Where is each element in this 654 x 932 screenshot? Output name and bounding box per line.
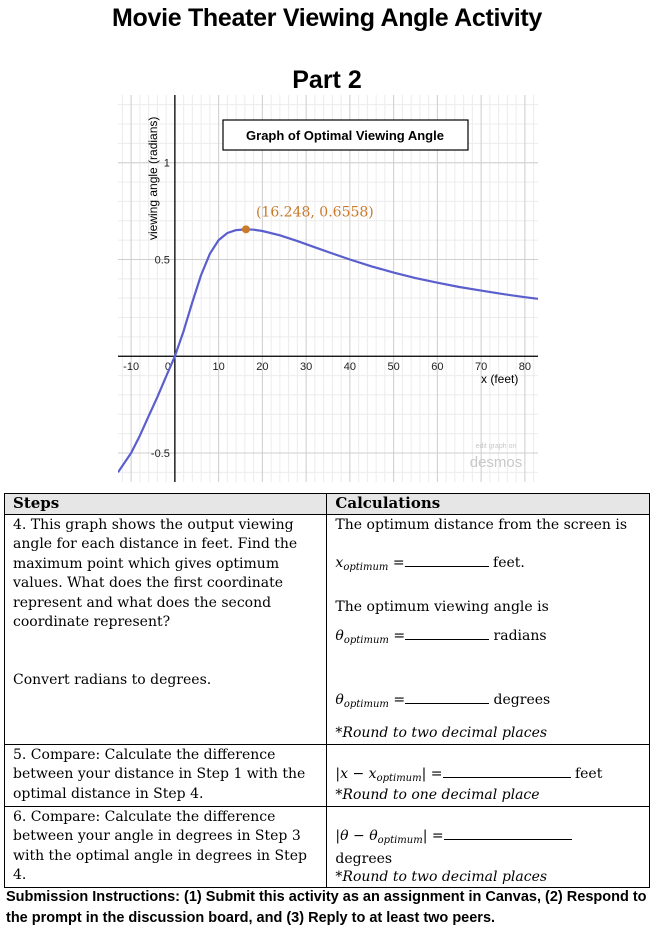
equals-sign: = — [392, 555, 405, 571]
x-tick-label: 70 — [475, 361, 488, 374]
equals-sign: = — [393, 691, 406, 708]
chart-title: Graph of Optimal Viewing Angle — [246, 128, 444, 143]
optimum-subscript: optimum — [343, 562, 389, 573]
x-optimum-line — [335, 554, 641, 578]
submission-instructions: Submission Instructions: (1) Submit this activity as an assignment in Canvas, (2) Respond to the prompt in the discussion board, and (3) Reply to at least two peers. — [6, 889, 647, 926]
desmos-watermark: desmos — [469, 454, 523, 471]
x-tick-label: 40 — [343, 361, 356, 374]
round-note-two-places: *Round to two decimal places — [335, 725, 548, 741]
step-4-cell — [5, 514, 327, 744]
round-note-one-place: *Round to one decimal place — [335, 787, 540, 803]
theta-variable: θ — [335, 691, 344, 708]
theta-optimum-degrees-line — [335, 691, 641, 715]
equals-sign: | = — [422, 827, 444, 844]
feet-unit: feet. — [493, 555, 525, 571]
x-optimum-blank[interactable] — [405, 555, 489, 567]
angle-difference-expression: |θ − θ — [335, 827, 378, 844]
angle-difference-line — [335, 827, 641, 851]
desmos-watermark-top: edit graph on — [475, 443, 517, 450]
x-tick-label: 60 — [431, 361, 444, 374]
x-tick-label: 20 — [256, 361, 269, 374]
x-tick-label: 30 — [300, 361, 313, 374]
optimum-subscript: optimum — [343, 698, 389, 710]
optimum-angle-intro: The optimum viewing angle is — [335, 598, 549, 615]
equals-sign: = — [393, 628, 406, 644]
optimum-distance-intro: The optimum distance from the screen is — [335, 516, 628, 533]
table-row — [5, 806, 650, 888]
x-tick-label: 50 — [387, 361, 400, 374]
angle-difference-blank[interactable] — [444, 828, 572, 840]
step-6-calculations — [327, 806, 650, 888]
x-tick-label: -10 — [123, 361, 140, 374]
viewing-angle-graph — [118, 95, 538, 482]
x-variable: x — [335, 555, 344, 571]
page-title: Movie Theater Viewing Angle Activity — [111, 4, 543, 32]
optimum-subscript: optimum — [377, 834, 423, 846]
step-4-text: 4. This graph shows the output viewing angle for each distance in feet. Find the maximum point which gives optimum values. What does the first coordinate represent and what does the second coordinate represent? — [13, 516, 298, 630]
optimum-subscript: optimum — [376, 772, 422, 784]
y-tick-label: 0.5 — [154, 254, 170, 267]
maximum-point — [242, 225, 250, 233]
step-6-cell: 6. Compare: Calculate the difference between your angle in degrees in Step 3 with the optimal angle in degrees in Step 4. — [5, 806, 327, 888]
x-tick-label: 10 — [212, 361, 225, 374]
optimum-subscript: optimum — [343, 635, 389, 646]
header-steps: Steps — [5, 494, 327, 515]
theta-variable: θ — [335, 628, 344, 644]
header-calculations: Calculations — [327, 494, 650, 515]
maximum-point-label: (16.248, 0.6558) — [255, 204, 374, 221]
steps-table — [4, 493, 650, 888]
x-tick-label: 80 — [518, 361, 531, 374]
x-axis-label: x (feet) — [481, 372, 519, 386]
feet-unit: feet — [574, 765, 603, 782]
theta-optimum-radians-line — [335, 627, 641, 651]
degrees-unit: degrees — [493, 691, 551, 708]
x-tick-label: 0 — [164, 361, 171, 374]
y-tick-label: 1 — [163, 157, 170, 170]
step-5-calculations — [327, 744, 650, 806]
y-tick-label: -0.5 — [150, 447, 170, 460]
theta-radians-blank[interactable] — [405, 628, 489, 640]
distance-difference-expression: |x − x — [335, 765, 377, 782]
y-axis-label: viewing angle (radians) — [146, 116, 160, 240]
distance-difference-line — [335, 765, 641, 789]
table-row — [5, 744, 650, 806]
round-note-two-places: *Round to two decimal places — [335, 868, 548, 885]
table-row — [5, 514, 650, 744]
distance-difference-blank[interactable] — [443, 766, 571, 778]
step-4-calculations — [327, 514, 650, 744]
part-heading: Part 2 — [292, 66, 362, 94]
equals-sign: | = — [421, 765, 443, 782]
step-4-convert: Convert radians to degrees. — [13, 671, 212, 688]
chart-svg — [118, 95, 538, 482]
step-5-cell: 5. Compare: Calculate the difference between your distance in Step 1 with the optimal distance in Step 4. — [5, 744, 327, 806]
theta-degrees-blank[interactable] — [405, 692, 489, 704]
radians-unit: radians — [493, 628, 547, 644]
degrees-unit: degrees — [335, 851, 393, 867]
series-line-viewing-angle — [118, 229, 538, 472]
